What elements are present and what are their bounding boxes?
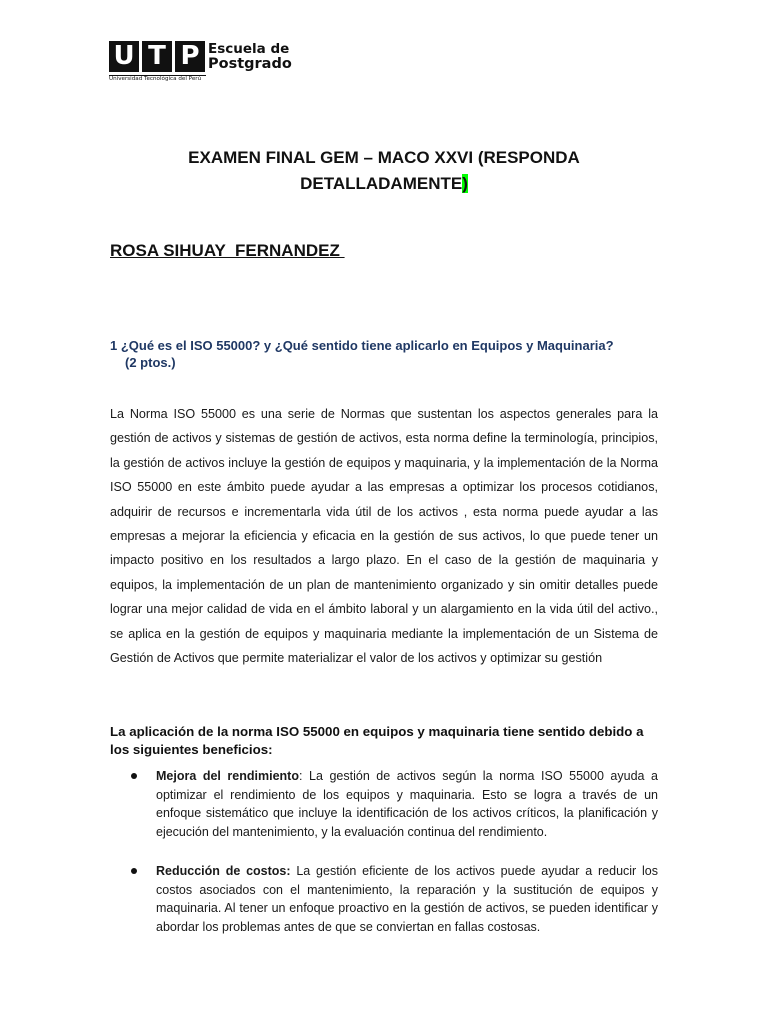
bullet-dot	[131, 773, 137, 779]
benefit-separator: :	[298, 769, 303, 783]
benefit-item	[156, 767, 658, 841]
question-points: (2 ptos.)	[125, 355, 176, 370]
exam-title-text: EXAMEN FINAL GEM – MACO XXVI (RESPONDA DETALLADAMENTE	[188, 148, 580, 193]
benefits-heading: La aplicación de la norma ISO 55000 en equipos y maquinaria tiene sentido debido a los siguientes beneficios:	[110, 724, 644, 757]
highlighted-paren: )	[462, 174, 468, 193]
logo-letter-t: T	[142, 41, 172, 72]
benefit-label: Mejora del rendimiento	[156, 769, 299, 783]
logo-school-line1: Escuela de	[208, 41, 290, 57]
logo-letter-u: U	[109, 41, 139, 72]
benefit-item	[156, 862, 658, 936]
question-text: 1 ¿Qué es el ISO 55000? y ¿Qué sentido tiene aplicarlo en Equipos y Maquinaria?	[110, 338, 614, 353]
benefit-text: La gestión de activos según la norma ISO 55000 ayuda a optimizar el rendimiento de los equipos y maquinaria. Esto se logra a través de un enfoque sistemático que incluye la identificación de los activos críticos, la planificación y ejecución del mantenimiento, y la evaluación continua del rendimiento.	[156, 769, 658, 839]
benefit-label: Reducción de costos:	[156, 864, 291, 878]
bullet-dot	[131, 868, 137, 874]
logo-letter-p: P	[175, 41, 205, 72]
logo-school-line2: Postgrado	[208, 56, 292, 72]
benefit-text: La gestión eficiente de los activos puede ayudar a reducir los costos asociados con el mantenimiento, la reparación y la sustitución de equipos y maquinaria. Al tener un enfoque proactivo en la gestión de activos, se pueden identificar y abordar los problemas antes de que se conviertan en fallas costosas.	[156, 864, 658, 934]
question-1	[110, 337, 658, 371]
author-name: ROSA SIHUAY FERNANDEZ	[110, 241, 345, 260]
logo-subtitle: Universidad Tecnológica del Perú	[109, 76, 202, 82]
utp-logo	[109, 41, 309, 85]
answer-paragraph: La Norma ISO 55000 es una serie de Normas que sustentan los aspectos generales para la gestión de activos y sistemas de gestión de activos, esta norma define la terminología, principios, la gestión de activos incluye la gestión de equipos y maquinaria, y la implementación de la Norma ISO 55000 en este ámbito puede ayudar a las empresas a optimizar los procesos cotidianos, adquirir de recursos e incrementarla vida útil de los activos , esta norma puede ayudar a las empresas a mejorar la eficiencia y eficacia en la gestión de sus activos, lo que puede tener un impacto positivo en los resultados a largo plazo. En el caso de la gestión de maquinaria y equipos, la implementación de un plan de mantenimiento organizado y sin omitir detalles puede lograr una mejor calidad de vida en el ámbito laboral y un alargamiento en la vida útil del activo., se aplica en la gestión de equipos y maquinaria mediante la implementación de un Sistema de Gestión de Activos que permite materializar el valor de los activos y optimizar su gestión	[110, 407, 658, 666]
logo-school-name	[208, 42, 292, 72]
exam-title	[110, 145, 658, 197]
